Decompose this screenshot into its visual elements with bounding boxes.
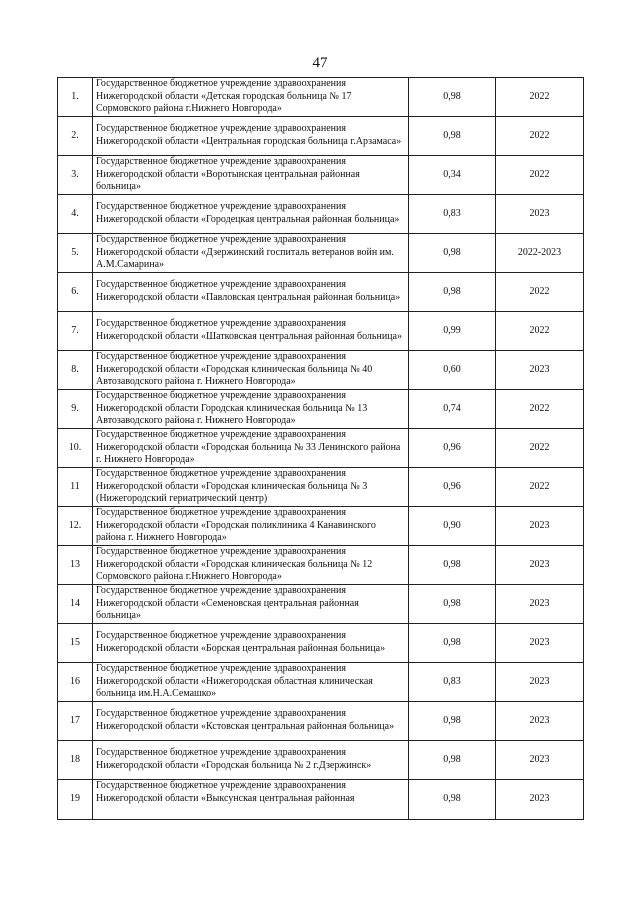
- row-value-cell: [409, 78, 496, 117]
- institution-name-cell: [93, 429, 409, 468]
- row-value: 0,99: [443, 324, 461, 336]
- table-row: [58, 780, 584, 820]
- institution-name: Государственное бюджетное учреждение здравоохранения Нижегородской области «Павловская центральная районная больница»: [96, 279, 401, 303]
- row-year: 2022: [529, 402, 550, 414]
- row-value: 0,34: [443, 168, 461, 180]
- table-row: [58, 351, 584, 390]
- row-value-cell: [409, 585, 496, 624]
- institution-name-cell: [93, 663, 409, 702]
- row-value: 0,83: [443, 675, 461, 687]
- row-value-cell: [409, 468, 496, 507]
- institution-name: Государственное бюджетное учреждение здравоохранения Нижегородской области «Воротынская центральная районная больница»: [96, 156, 360, 193]
- institution-name: Государственное бюджетное учреждение здравоохранения Нижегородской области «Шатковская центральная районная больница»: [96, 318, 402, 342]
- row-year-cell: [496, 702, 584, 741]
- institution-name-cell: [93, 585, 409, 624]
- row-year-cell: [496, 351, 584, 390]
- institution-name-cell: [93, 312, 409, 351]
- row-year-cell: [496, 507, 584, 546]
- institution-name-cell: [93, 234, 409, 273]
- row-year-cell: [496, 156, 584, 195]
- row-year-cell: [496, 390, 584, 429]
- institution-name: Государственное бюджетное учреждение здравоохранения Нижегородской области «Городская больница № 33 Ленинского района г. Нижнего Новгорода»: [96, 429, 401, 466]
- row-year: 2022: [529, 324, 550, 336]
- table-body: [58, 78, 584, 820]
- row-number-cell: [58, 702, 93, 741]
- institution-name-cell: [93, 390, 409, 429]
- row-year: 2023: [529, 675, 550, 687]
- table-row: [58, 117, 584, 156]
- table-row: [58, 468, 584, 507]
- row-year: 2022: [529, 285, 550, 297]
- table-row: [58, 663, 584, 702]
- row-value-cell: [409, 390, 496, 429]
- table-row: [58, 312, 584, 351]
- institution-name-cell: [93, 156, 409, 195]
- row-year-cell: [496, 663, 584, 702]
- institution-name: Государственное бюджетное учреждение здравоохранения Нижегородской области «Дзержинский госпиталь ветеранов войн им. А.М.Самарина»: [96, 234, 394, 271]
- row-year: 2022: [529, 441, 550, 453]
- table-row: [58, 390, 584, 429]
- row-number-cell: [58, 117, 93, 156]
- row-number-cell: [58, 507, 93, 546]
- institution-name: Государственное бюджетное учреждение здравоохранения Нижегородской области «Центральная городская больница г.Арзамаса»: [96, 123, 402, 147]
- row-number-cell: [58, 546, 93, 585]
- institution-name-cell: [93, 273, 409, 312]
- institution-name-cell: [93, 780, 409, 820]
- row-year-cell: [496, 546, 584, 585]
- row-value: 0,98: [443, 285, 461, 297]
- table-row: [58, 624, 584, 663]
- row-number: 9.: [71, 402, 79, 414]
- row-number: 3.: [71, 168, 79, 180]
- row-number: 5.: [71, 246, 79, 258]
- row-year: 2022: [529, 90, 550, 102]
- row-year: 2022-2023: [517, 246, 562, 258]
- row-year: 2023: [529, 636, 550, 648]
- row-number: 14: [70, 597, 80, 609]
- row-year-cell: [496, 117, 584, 156]
- row-year: 2023: [529, 714, 550, 726]
- row-number-cell: [58, 390, 93, 429]
- institution-name-cell: [93, 624, 409, 663]
- row-number: 19: [70, 793, 80, 805]
- row-number: 6.: [71, 285, 79, 297]
- institution-name-cell: [93, 507, 409, 546]
- row-value-cell: [409, 117, 496, 156]
- row-year: 2023: [529, 519, 550, 531]
- institution-name: Государственное бюджетное учреждение здравоохранения Нижегородской области «Городская больница № 2 г.Дзержинск»: [96, 747, 372, 771]
- row-value-cell: [409, 663, 496, 702]
- page-number: 47: [312, 55, 328, 71]
- row-number-cell: [58, 468, 93, 507]
- row-year: 2022: [529, 168, 550, 180]
- row-value-cell: [409, 273, 496, 312]
- row-number-cell: [58, 780, 93, 820]
- table-row: [58, 429, 584, 468]
- row-year-cell: [496, 585, 584, 624]
- row-value: 0,98: [443, 636, 461, 648]
- row-number-cell: [58, 585, 93, 624]
- row-value: 0,98: [443, 246, 461, 258]
- row-number-cell: [58, 663, 93, 702]
- row-value-cell: [409, 351, 496, 390]
- institution-name: Государственное бюджетное учреждение здравоохранения Нижегородской области Городская клиническая больница № 13 Автозаводского района г. Нижнего Новгорода»: [96, 390, 368, 427]
- row-number-cell: [58, 429, 93, 468]
- row-number: 16: [70, 675, 80, 687]
- row-value: 0,96: [443, 441, 461, 453]
- row-number: 4.: [71, 207, 79, 219]
- row-year: 2023: [529, 363, 550, 375]
- row-year-cell: [496, 273, 584, 312]
- institution-name: Государственное бюджетное учреждение здравоохранения Нижегородской области «Борская центральная районная больница»: [96, 630, 386, 654]
- row-value: 0,60: [443, 363, 461, 375]
- row-year-cell: [496, 624, 584, 663]
- institution-name: Государственное бюджетное учреждение здравоохранения Нижегородской области «Семеновская центральная районная больница»: [96, 585, 359, 622]
- row-number-cell: [58, 741, 93, 780]
- row-value: 0,98: [443, 90, 461, 102]
- row-value: 0,98: [443, 753, 461, 765]
- row-year-cell: [496, 78, 584, 117]
- row-value-cell: [409, 156, 496, 195]
- row-value-cell: [409, 741, 496, 780]
- institution-name: Государственное бюджетное учреждение здравоохранения Нижегородской области «Городская клиническая больница № 12 Сормовского района г.Нижнего Новгорода»: [96, 546, 373, 583]
- institution-name: Государственное бюджетное учреждение здравоохранения Нижегородской области «Городецкая центральная районная больница»: [96, 201, 400, 225]
- table-row: [58, 78, 584, 117]
- row-year: 2023: [529, 207, 550, 219]
- table-row: [58, 195, 584, 234]
- row-number: 2.: [71, 129, 79, 141]
- row-year: 2022: [529, 480, 550, 492]
- table-row: [58, 507, 584, 546]
- row-value: 0,90: [443, 519, 461, 531]
- row-number: 18: [70, 753, 80, 765]
- row-value-cell: [409, 546, 496, 585]
- institution-name-cell: [93, 741, 409, 780]
- row-number-cell: [58, 351, 93, 390]
- row-value: 0,74: [443, 402, 461, 414]
- row-number: 8.: [71, 363, 79, 375]
- row-number-cell: [58, 78, 93, 117]
- table-row: [58, 156, 584, 195]
- institution-name: Государственное бюджетное учреждение здравоохранения Нижегородской области «Детская городская больница № 17 Сормовского района г.Нижнего Новгорода»: [96, 78, 352, 115]
- row-year-cell: [496, 312, 584, 351]
- row-number-cell: [58, 312, 93, 351]
- table-row: [58, 585, 584, 624]
- row-value: 0,98: [443, 793, 461, 805]
- row-year-cell: [496, 234, 584, 273]
- row-year-cell: [496, 780, 584, 820]
- table-row: [58, 741, 584, 780]
- hospitals-table: [57, 77, 584, 820]
- row-value-cell: [409, 429, 496, 468]
- row-number: 15: [70, 636, 80, 648]
- institution-name-cell: [93, 351, 409, 390]
- row-number: 13: [70, 558, 80, 570]
- row-value: 0,83: [443, 207, 461, 219]
- institution-name-cell: [93, 117, 409, 156]
- institution-name-cell: [93, 546, 409, 585]
- institution-name: Государственное бюджетное учреждение здравоохранения Нижегородской области «Кстовская центральная районная больница»: [96, 708, 395, 732]
- row-number: 7.: [71, 324, 79, 336]
- institution-name: Государственное бюджетное учреждение здравоохранения Нижегородской области «Городская поликлиника 4 Канавинского района г. Нижнего Новгорода»: [96, 507, 376, 544]
- row-value-cell: [409, 507, 496, 546]
- institution-name-cell: [93, 702, 409, 741]
- row-year: 2023: [529, 793, 550, 805]
- row-number-cell: [58, 273, 93, 312]
- row-year-cell: [496, 195, 584, 234]
- row-value-cell: [409, 624, 496, 663]
- row-number-cell: [58, 195, 93, 234]
- institution-name-cell: [93, 78, 409, 117]
- row-year-cell: [496, 429, 584, 468]
- row-value: 0,98: [443, 129, 461, 141]
- row-value-cell: [409, 234, 496, 273]
- row-number: 11: [70, 480, 80, 492]
- row-year-cell: [496, 741, 584, 780]
- row-value-cell: [409, 312, 496, 351]
- row-value: 0,98: [443, 558, 461, 570]
- institution-name: Государственное бюджетное учреждение здравоохранения Нижегородской области «Нижегородская областная клиническая больница им.Н.А.Семашко»: [96, 663, 373, 700]
- row-value-cell: [409, 702, 496, 741]
- row-value: 0,96: [443, 480, 461, 492]
- row-year: 2023: [529, 753, 550, 765]
- row-number-cell: [58, 234, 93, 273]
- table-row: [58, 273, 584, 312]
- row-number: 17: [70, 714, 80, 726]
- row-value-cell: [409, 195, 496, 234]
- institution-name: Государственное бюджетное учреждение здравоохранения Нижегородской области «Городская клиническая больница № 40 Автозаводского района г. Нижнего Новгорода»: [96, 351, 373, 388]
- row-year-cell: [496, 468, 584, 507]
- row-number-cell: [58, 156, 93, 195]
- institution-name: Государственное бюджетное учреждение здравоохранения Нижегородской области «Выксунская центральная районная: [96, 780, 355, 804]
- row-year: 2023: [529, 597, 550, 609]
- row-year: 2022: [529, 129, 550, 141]
- row-year: 2023: [529, 558, 550, 570]
- table-row: [58, 234, 584, 273]
- row-number: 10.: [68, 441, 82, 453]
- row-number-cell: [58, 624, 93, 663]
- row-value: 0,98: [443, 714, 461, 726]
- row-number: 1.: [71, 90, 79, 102]
- institution-name-cell: [93, 195, 409, 234]
- table-row: [58, 702, 584, 741]
- row-number: 12.: [68, 519, 82, 531]
- institution-name-cell: [93, 468, 409, 507]
- table-row: [58, 546, 584, 585]
- row-value-cell: [409, 780, 496, 820]
- row-value: 0,98: [443, 597, 461, 609]
- institution-name: Государственное бюджетное учреждение здравоохранения Нижегородской области «Городская клиническая больница № 3 (Нижегородский гериатрический центр): [96, 468, 368, 505]
